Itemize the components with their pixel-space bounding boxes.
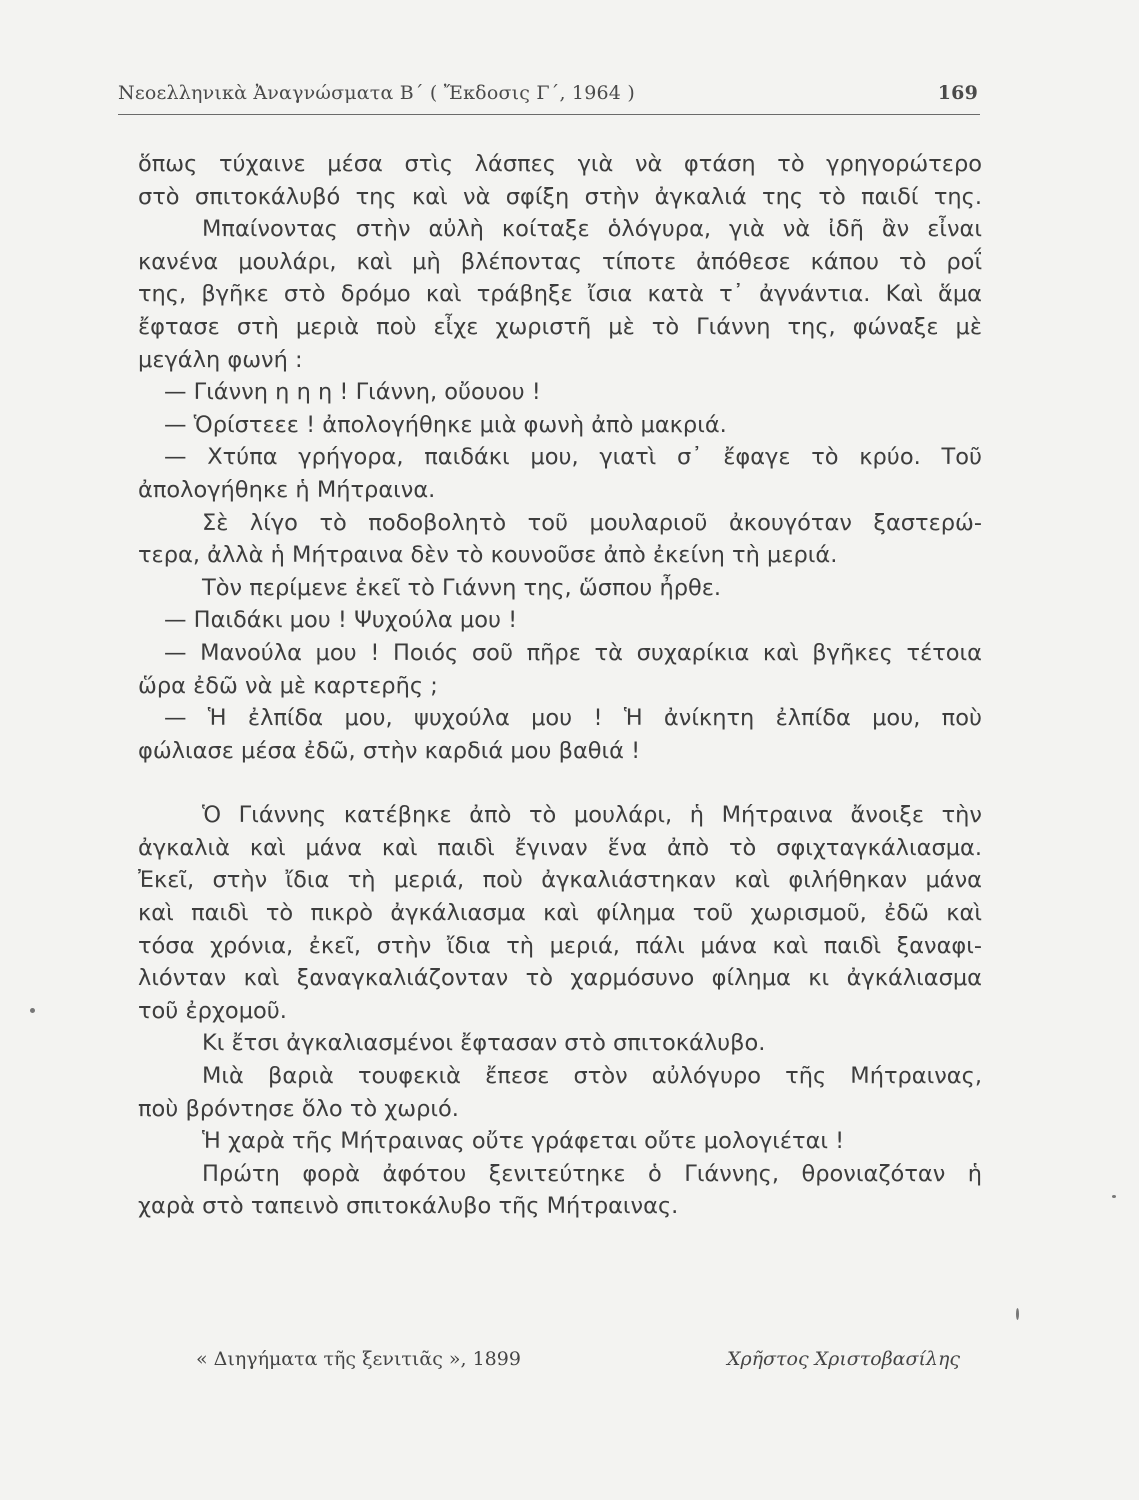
scan-speck <box>1016 1308 1019 1320</box>
text-line: τερα, ἀλλὰ ἡ Μήτραινα δὲν τὸ κουνοῦσε ἀπὸ ἐκείνη τὴ μεριά. <box>138 542 838 569</box>
text-line: Ἐκεῖ, στὴν ἴδια τὴ μεριά, ποὺ ἀγκαλιάστηκαν καὶ φιλήθηκαν μάνα <box>138 867 982 894</box>
text-line: Τὸν περίμενε ἐκεῖ τὸ Γιάννη της, ὥσπου ἦρθε. <box>202 574 722 601</box>
text-line: ποὺ βρόντησε ὅλο τὸ χωριό. <box>138 1095 459 1122</box>
text-line: καὶ παιδὶ τὸ πικρὸ ἀγκάλιασμα καὶ φίλημα τοῦ χωρισμοῦ, ἐδῶ καὶ <box>138 900 982 927</box>
text-line: ἔφτασε στὴ μεριὰ ποὺ εἶχε χωριστῆ μὲ τὸ Γιάννη της, φώναξε μὲ <box>138 313 982 340</box>
text-line: φώλιασε μέσα ἐδῶ, στὴν καρδιά μου βαθιά ! <box>138 737 641 764</box>
text-line: Μιὰ βαριὰ τουφεκιὰ ἔπεσε στὸν αὐλόγυρο τῆς Μήτραινας, <box>202 1063 982 1090</box>
scan-speck <box>30 1008 35 1013</box>
text-line: στὸ σπιτοκάλυβό της καὶ νὰ σφίξη στὴν ἀγκαλιά της τὸ παιδί της. <box>138 183 982 210</box>
text-line: — Χτύπα γρήγορα, παιδάκι μου, γιατὶ σ᾽ ἔφαγε τὸ κρύο. Τοῦ <box>164 444 982 471</box>
text-line: Ἡ χαρὰ τῆς Μήτραινας οὔτε γράφεται οὔτε μολογιέται ! <box>202 1128 845 1155</box>
page-number: 169 <box>937 82 978 104</box>
running-head <box>118 82 978 104</box>
text-line: ὅπως τύχαινε μέσα στὶς λάσπες γιὰ νὰ φτάση τὸ γρηγορώτερο <box>138 151 982 177</box>
text-line: τοῦ ἐρχομοῦ. <box>138 997 287 1024</box>
text-line: — Μανούλα μου ! Ποιός σοῦ πῆρε τὰ συχαρίκια καὶ βγῆκες τέτοια <box>164 639 982 666</box>
text-line: χαρὰ στὸ ταπεινὸ σπιτοκάλυβο τῆς Μήτραινας. <box>138 1193 679 1220</box>
text-line: λιόνταν καὶ ξαναγκαλιάζονταν τὸ χαρμόσυνο φίλημα κι ἀγκάλιασμα <box>138 965 982 992</box>
text-line: ὥρα ἐδῶ νὰ μὲ καρτερῆς ; <box>138 672 438 699</box>
text-line: — Ὁρίστεεε ! ἀπολογήθηκε μιὰ φωνὴ ἀπὸ μακριά. <box>164 411 727 438</box>
text-line: — Παιδάκι μου ! Ψυχούλα μου ! <box>164 607 518 634</box>
text-line: μεγάλη φωνή : <box>138 346 303 373</box>
text-line: Μπαίνοντας στὴν αὐλὴ κοίταξε ὁλόγυρα, γιὰ νὰ ἰδῆ ἂν εἶναι <box>202 216 982 243</box>
text-line: Κι ἔτσι ἀγκαλιασμένοι ἔφτασαν στὸ σπιτοκάλυβο. <box>202 1030 766 1057</box>
header-rule <box>118 114 980 115</box>
text-line: Σὲ λίγο τὸ ποδοβολητὸ τοῦ μουλαριοῦ ἀκουγόταν ξαστερώ- <box>202 509 982 536</box>
text-line: — Ἡ ἐλπίδα μου, ψυχούλα μου ! Ἡ ἀνίκητη ἐλπίδα μου, ποὺ <box>164 705 982 732</box>
text-line: τόσα χρόνια, ἐκεῖ, στὴν ἴδια τὴ μεριά, πάλι μάνα καὶ παιδὶ ξαναφι- <box>138 932 982 959</box>
text-line: ἀγκαλιὰ καὶ μάνα καὶ παιδὶ ἔγιναν ἕνα ἀπὸ τὸ σφιχταγκάλιασμα. <box>138 834 982 861</box>
book-title: Νεοελληνικὰ Ἀναγνώσματα Β΄ ( Ἔκδοσις Γ΄, 1964 ) <box>118 82 635 104</box>
body-text <box>138 148 982 1223</box>
text-line: Ὁ Γιάννης κατέβηκε ἀπὸ τὸ μουλάρι, ἡ Μήτραινα ἄνοιξε τὴν <box>202 802 982 829</box>
text-line: κανένα μουλάρι, καὶ μὴ βλέποντας τίποτε ἀπόθεσε κάπου τὸ ροΐ <box>138 248 982 275</box>
scan-speck <box>1112 1195 1116 1198</box>
source-citation: « Διηγήματα τῆς ξενιτιᾶς », 1899 <box>196 1348 521 1370</box>
author-name: Χρῆστος Χριστοβασίλης <box>726 1348 960 1370</box>
text-line: — Γιάννη η η η ! Γιάννη, οὔουου ! <box>164 379 541 406</box>
citation <box>196 1348 960 1370</box>
text-line: Πρώτη φορὰ ἀφότου ξενιτεύτηκε ὁ Γιάννης, θρονιαζόταν ἡ <box>202 1160 982 1187</box>
paragraph-gap <box>138 767 982 799</box>
text-line: της, βγῆκε στὸ δρόμο καὶ τράβηξε ἴσια κατὰ τ᾽ ἀγνάντια. Καὶ ἅμα <box>138 281 982 308</box>
text-line: ἀπολογήθηκε ἡ Μήτραινα. <box>138 476 436 503</box>
